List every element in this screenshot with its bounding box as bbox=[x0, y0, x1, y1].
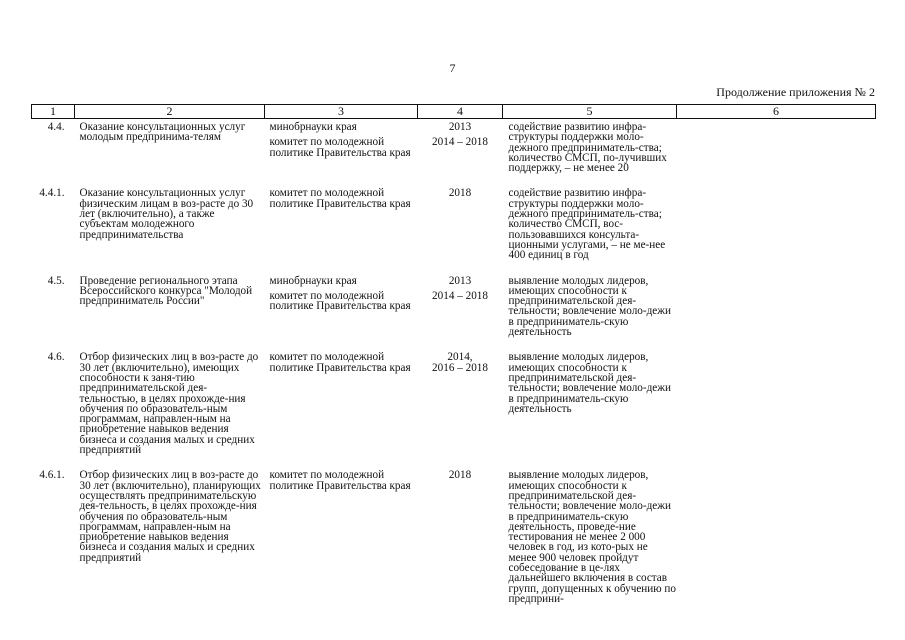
item-note bbox=[677, 352, 876, 470]
table-row bbox=[32, 119, 876, 189]
item-executors bbox=[265, 470, 418, 604]
item-name: Оказание консультационных услуг физическим лицам в воз-расте до 30 лет (включительно), а также субъектам молодежного предпринимательства bbox=[79, 187, 254, 241]
item-note bbox=[677, 276, 876, 353]
column-header-3: 3 bbox=[265, 105, 418, 119]
executor: комитет по молодежной политике Правительства края bbox=[269, 136, 411, 159]
item-result: выявление молодых лидеров, имеющих способности к предпринимательской дея-тельности; вовлечение моло-дежи в предприниматель-скую деятельность bbox=[508, 351, 671, 415]
page-number: 7 bbox=[449, 61, 456, 75]
column-header-5: 5 bbox=[503, 105, 677, 119]
item-executors bbox=[265, 119, 418, 189]
item-name: Отбор физических лиц в воз-расте до 30 лет (включительно), планирующих осуществлять предпринимательскую дея-тельность, в целях прохожде-ния обучения по образователь-ным программам, направлен-ным на приобретение навыков ведения бизнеса и создания малых и средних предприятий bbox=[79, 469, 261, 564]
table-row bbox=[32, 276, 876, 353]
item-years bbox=[418, 352, 503, 470]
item-result: содействие развитию инфра-структуры поддержки моло-дежного предприниматель-ства; количество СМСП, вос-пользовавшихся консульта-ционными услугами, – не ме-нее 400 единиц в год bbox=[508, 187, 666, 262]
item-name: Отбор физических лиц в воз-расте до 30 лет (включительно), имеющих способности к заня-тию предпринимательской дея-тельностью, в целях прохожде-ния обучения по образователь-ным программам, направлен-ным на приобретение навыков ведения бизнеса и создания малых и средних предприятий bbox=[79, 351, 259, 457]
column-header-2: 2 bbox=[75, 105, 265, 119]
item-name: Оказание консультационных услуг молодым предпринима-телям bbox=[79, 121, 246, 144]
table-row bbox=[32, 188, 876, 275]
item-note bbox=[677, 119, 876, 189]
year: 2013 bbox=[448, 274, 472, 287]
item-note bbox=[677, 188, 876, 275]
item-result: содействие развитию инфра-структуры поддержки моло-дежного предприниматель-ства; количество СМСП, по-лучивших поддержку, – не менее 20 bbox=[508, 121, 667, 175]
item-years bbox=[418, 119, 503, 189]
column-header-4: 4 bbox=[418, 105, 503, 119]
item-result: выявление молодых лидеров, имеющих способности к предпринимательской дея-тельности; вовлечение моло-дежи в предприниматель-скую деятельность, проведе-ние тестирования не менее 2 000 человек в год, из кото-рых не менее 900 человек пройдут собеседование в це-лях дальнейшего включения в состав групп, допущенных к обучению по предприни- bbox=[508, 469, 677, 605]
executor: комитет по молодежной политике Правительства края bbox=[269, 187, 411, 210]
item-executors bbox=[265, 276, 418, 353]
item-number: 4.4.1. bbox=[39, 187, 65, 200]
column-header-6: 6 bbox=[677, 105, 876, 119]
appendix-continuation-label: Продолжение приложения № 2 bbox=[716, 85, 875, 99]
item-executors bbox=[265, 352, 418, 470]
item-years bbox=[418, 276, 503, 353]
executor: комитет по молодежной политике Правительства края bbox=[269, 289, 411, 313]
item-number: 4.6. bbox=[47, 351, 65, 364]
column-header-1: 1 bbox=[32, 105, 75, 119]
item-number: 4.5. bbox=[47, 274, 65, 287]
item-executors bbox=[265, 188, 418, 275]
item-note bbox=[677, 470, 876, 604]
year: 2013 bbox=[448, 121, 472, 133]
item-years bbox=[418, 188, 503, 275]
header-row bbox=[32, 105, 876, 119]
item-name: Проведение регионального этапа Всероссийского конкурса "Молодой предприниматель России" bbox=[79, 274, 253, 308]
year: 2018 bbox=[448, 187, 472, 200]
year: 2014 – 2018 bbox=[432, 136, 488, 149]
item-number: 4.6.1. bbox=[39, 469, 65, 482]
item-years bbox=[418, 470, 503, 604]
executor: комитет по молодежной политике Правительства края bbox=[269, 351, 411, 374]
item-result: выявление молодых лидеров, имеющих способности к предпринимательской дея-тельности; вовлечение моло-дежи в предприниматель-скую деятельность bbox=[508, 274, 671, 339]
executor: минобрнауки края bbox=[269, 274, 357, 287]
executor: минобрнауки края bbox=[269, 121, 357, 133]
table-row bbox=[32, 352, 876, 470]
year: 2018 bbox=[448, 469, 472, 482]
appendix-table bbox=[31, 104, 876, 604]
table-row bbox=[32, 470, 876, 604]
year: 2014 – 2018 bbox=[432, 289, 488, 302]
year: 2014, bbox=[447, 351, 473, 364]
year: 2016 – 2018 bbox=[432, 361, 488, 374]
item-number: 4.4. bbox=[47, 121, 65, 133]
executor: комитет по молодежной политике Правительства края bbox=[269, 469, 411, 492]
